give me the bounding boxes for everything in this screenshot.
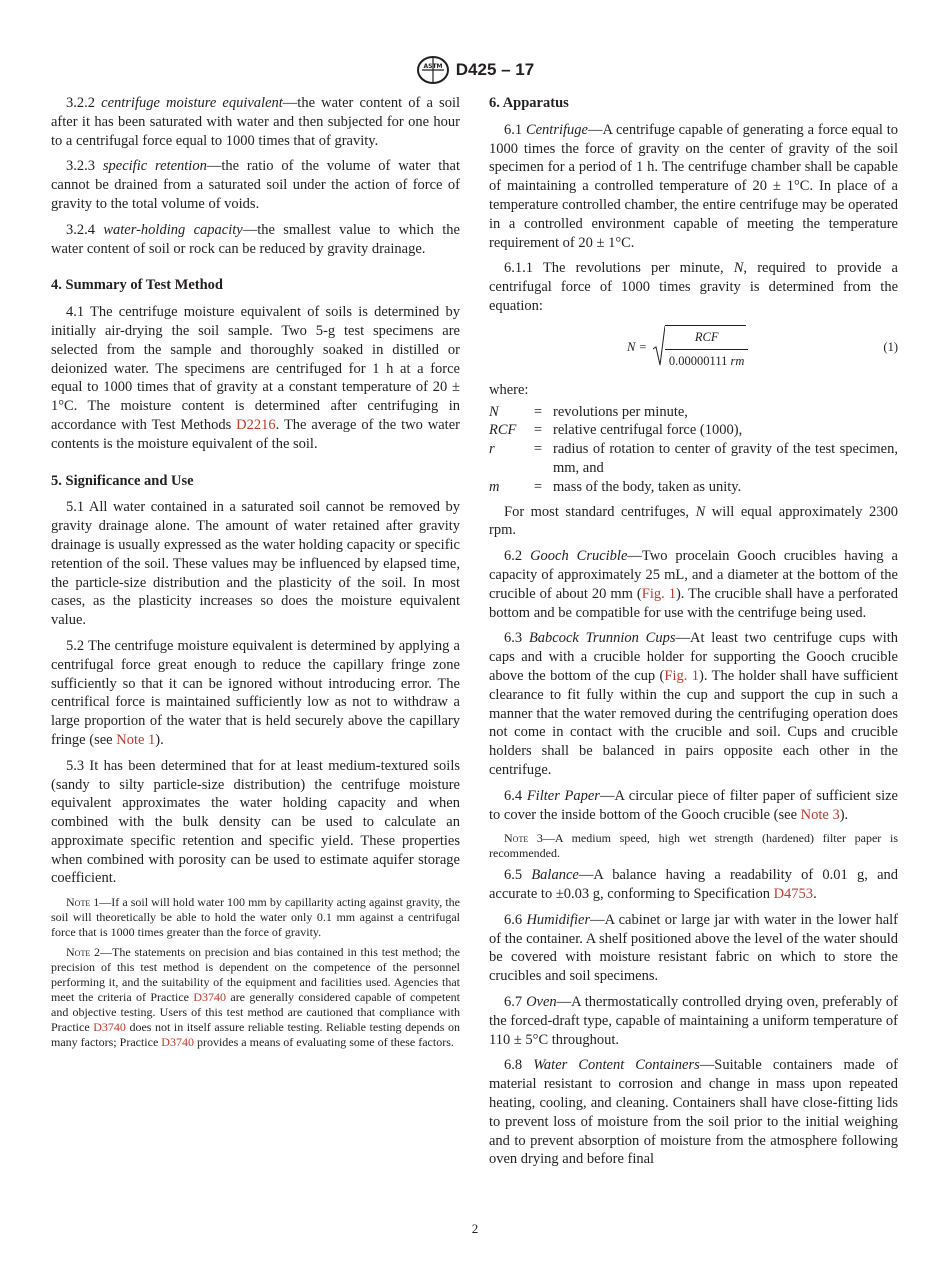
paragraph-6-2: 6.2 Gooch Crucible—Two procelain Gooch crucibles having a capacity of approximately 25 mL, and a diameter at the bottom of the crucible of about 20 mm (Fig. 1). The crucible shall have a perforated bottom and be compatible for use with the centrifuge being used. xyxy=(489,548,898,621)
paragraph-3-2-2: 3.2.2 centrifuge moisture equivalent—the water content of a soil after it has been saturated with water and then subjected for one hour to a centrifugal force equal to 1000 times that of gravity. xyxy=(51,95,460,149)
paragraph-6-6: 6.6 Humidifier—A cabinet or large jar with water in the lower half of the container. A shelf positioned above the level of the water should be covered with moisture resistant fabric on which to store the crucibles and soil specimens. xyxy=(489,911,898,985)
page-header xyxy=(0,55,950,90)
section-heading-5: 5. Significance and Use xyxy=(51,472,194,489)
where-label: where: xyxy=(489,381,529,398)
paragraph-3-2-3: 3.2.3 specific retention—the ratio of the volume of water that cannot be drained from a saturated soil under the action of force of gravity to the total volume of voids. xyxy=(51,158,461,212)
paragraph-5-1: 5.1 All water contained in a saturated soil cannot be removed by gravity drainage alone. The amount of water retained after gravity drainage is usually expressed as the water holding capacity or specific retention of the soil. These values may be influenced by elapsed time, the particle-size distribution and the plasticity of the soil. In most cases, as the plasticity increases so does the moisture equivalent value. xyxy=(51,499,460,629)
section-heading-6: 6. Apparatus xyxy=(489,95,569,111)
section-heading-4: 4. Summary of Test Method xyxy=(51,277,223,294)
logo-text: ASTM xyxy=(423,63,443,70)
equation-numerator: RCF xyxy=(665,328,748,350)
link-d3740[interactable]: D3740 xyxy=(193,990,227,1005)
paragraph-5-3: 5.3 It has been determined that for at least medium-textured soils (sandy to silty particle-size distribution) the centrifuge moisture equivalent approximates the water holding capacity and when combined with the bulk density can be used to calculate an approximate specific retention and specific yield. These properties when combined with porosity can be used to estimate aquifer storage coefficient. xyxy=(51,757,460,887)
note-3: Note 3—A medium speed, high wet strength (hardened) filter paper is recommended. xyxy=(489,831,898,861)
definition-row: RCF = relative centrifugal force (1000), xyxy=(489,422,743,439)
document-designation: D425 – 17 xyxy=(455,60,535,79)
link-fig-1[interactable]: Fig. 1 xyxy=(664,667,699,684)
paragraph-3-2-4: 3.2.4 water-holding capacity—the smallest value to which the water content of soil or rock can be reduced by gravity drainage. xyxy=(51,221,460,257)
link-fig-1[interactable]: Fig. 1 xyxy=(641,585,676,602)
equation-lhs: N = xyxy=(627,340,647,355)
paragraph-6-1: 6.1 Centrifuge—A centrifuge capable of generating a force equal to 1000 times the force of gravity on the center of gravity of the soil specimen for a period of 1 h. The centrifuge chamber shall be capable of maintaining a controlled temperature of 20 ± 1°C. In place of a temperature controlled chamber, the entire centrifuge may be operated in a controlled environment capable of meeting the temperature requirement of 20 ± 1°C. xyxy=(489,121,898,251)
paragraph-6-3: 6.3 Babcock Trunnion Cups—At least two centrifuge cups with caps and with a crucible holder for supporting the Gooch crucible above the bottom of the cup (Fig. 1). The holder shall have sufficient clearance to fit fully within the cup and support the cup in such a manner that the water removed during the centrifuging operation does not come in contact with the crucible and soil. Cups and crucible holders shall be balanced in pairs opposite each other in the centrifuge. xyxy=(489,630,899,778)
definition-row: r = radius of rotation to center of gravity of the test specimen, mm, and xyxy=(489,441,898,476)
paragraph-standard-centrifuges: For most standard centrifuges, N will equal approximately 2300 rpm. xyxy=(489,503,898,539)
square-root-icon xyxy=(653,325,746,371)
astm-logo-icon xyxy=(416,55,450,85)
link-d3740[interactable]: D3740 xyxy=(161,1035,194,1050)
equation-1 xyxy=(489,323,898,373)
paragraph-6-1-1: 6.1.1 The revolutions per minute, N, required to provide a centrifugal force of 1000 times gravity is determined from the equation: xyxy=(489,260,898,314)
link-d2216[interactable]: D2216 xyxy=(236,416,276,433)
paragraph-6-8: 6.8 Water Content Containers—Suitable containers made of material resistant to corrosion and change in mass upon repeated heating, cooling, and cleaning. Containers shall have close-fitting lids to prevent loss of moisture from the soil prior to the initial weighing and to prevent absorption of moisture from the atmosphere following oven drying and before final xyxy=(489,1057,899,1168)
equation-number: (1) xyxy=(883,340,898,355)
link-note-3[interactable]: Note 3 xyxy=(800,806,840,823)
equation-denominator: 0.00000111 rm xyxy=(668,353,745,368)
definitions-list xyxy=(489,403,898,497)
paragraph-6-4: 6.4 Filter Paper—A circular piece of filter paper of sufficient size to cover the inside bottom of the Gooch crucible (see Note 3). xyxy=(489,787,898,823)
link-d3740[interactable]: D3740 xyxy=(93,1020,126,1035)
note-2: Note 2—The statements on precision and bias contained in this test method; the precision of this test method is dependent on the competence of the personnel performing it, and the suitability of the equipment and facilities used. Agencies that meet the criteria of Practice D3740 are generally considered capable of competent and objective testing. Users of this test method are cautioned that compliance with Practice D3740 does not in itself assure reliable testing. Reliable testing depends on many factors; Practice D3740 provides a means of evaluating some of these factors. xyxy=(51,945,460,1050)
left-column xyxy=(51,94,460,1055)
paragraph-5-2: 5.2 The centrifuge moisture equivalent is determined by applying a centrifugal force great enough to reduce the capillary fringe zone sufficiently so that it can be ignored without introducing error. The centrifical force is maintained sufficiently low as not to withdraw a large proportion of the water that is held securely above the capillary fringe (see Note 1). xyxy=(51,637,460,748)
note-1: Note 1—If a soil will hold water 100 mm by capillarity acting against gravity, the soil will theoretically be able to hold the water only 0.1 mm against a centrifugal force that is 1000 times greater than the force of gravity. xyxy=(51,895,460,940)
definition-row: m = mass of the body, taken as unity. xyxy=(489,478,742,495)
paragraph-4-1: 4.1 The centrifuge moisture equivalent of soils is determined by initially air-drying the soil sample. Two 5-g test specimens are selected from the sample and thoroughly soaked in distilled or deionized water. The specimens are centrifuged for 1 h at a force equal to 1000 times that of gravity at a constant temperature of 20 ± 1°C. The moisture content is determined after centrifuging in accordance with Test Methods D2216. The average of the two water contents is the moisture equivalent of the soil. xyxy=(51,304,460,452)
paragraph-6-5: 6.5 Balance—A balance having a readability of 0.01 g, and accurate to ±0.03 g, conforming to Specification D4753. xyxy=(489,867,899,903)
link-note-1[interactable]: Note 1 xyxy=(116,731,156,748)
page-number: 2 xyxy=(471,1221,479,1236)
right-column xyxy=(489,94,898,1176)
link-d4753[interactable]: D4753 xyxy=(773,886,814,903)
definition-row: N = revolutions per minute, xyxy=(489,403,688,420)
paragraph-6-7: 6.7 Oven—A thermostatically controlled drying oven, preferably of the forced-draft type, capable of maintaining a uniform temperature of 110 ± 5°C throughout. xyxy=(489,994,899,1048)
